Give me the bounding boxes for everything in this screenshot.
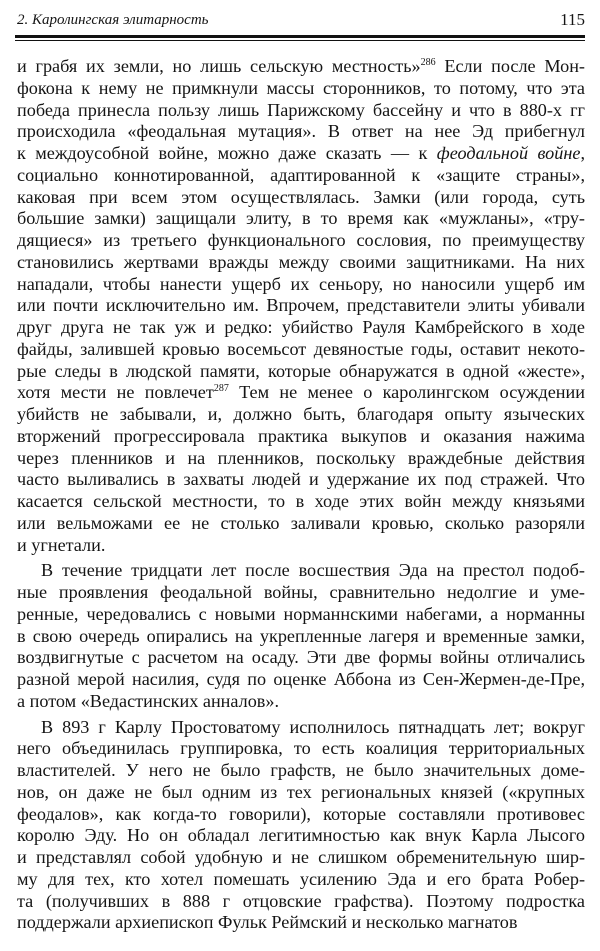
paragraph	[17, 56, 585, 556]
text-line	[17, 56, 585, 78]
text-segment: или почти исключительно им. Впрочем, представители элиты убивали	[17, 295, 585, 316]
text-line	[17, 404, 585, 426]
paragraph	[17, 717, 585, 935]
text-segment: Если после Мон-	[435, 56, 585, 76]
text-segment: властителей. У него не было графств, не было значительных доме-	[17, 760, 585, 780]
text-segment: происходила «феодальная мутация». В ответ на нее Эд прибегнул	[17, 121, 585, 142]
text-segment: фокона к нему не примкнули массы сторонников, то потому, что эта	[17, 77, 585, 98]
text-segment: файды, залившей кровью восемьсот девяностые годы, оставит некото-	[17, 338, 585, 359]
text-line	[17, 560, 585, 582]
text-line	[17, 121, 585, 143]
text-segment: большие замки) защищали элиту, в то время как «мужланы», «тру-	[17, 208, 585, 229]
text-line	[17, 647, 585, 669]
text-segment: королю Эду. Но он обладал легитимностью как внук Карла Лысого	[17, 825, 585, 846]
text-segment: В 893 г Карлу Простоватому исполнилось пятнадцать лет; вокруг	[41, 716, 585, 737]
text-segment: Тем не менее о каролингском осуждении	[228, 382, 585, 403]
text-segment: ,	[580, 143, 585, 163]
paragraph	[17, 560, 585, 712]
text-segment: каковая при всем этом осуществлялась. Замки (или города, суть	[17, 186, 585, 207]
running-header	[17, 8, 585, 34]
text-line	[17, 626, 585, 648]
text-segment: нов, он даже не был одним из тех региональных князей («крупных	[17, 781, 585, 802]
text-line	[17, 804, 585, 826]
text-segment: него объединилась группировка, то есть коалиция территориальных	[17, 738, 585, 759]
text-segment: ренные, чередовались с новыми норманнскими набегами, а норманны	[17, 603, 585, 624]
text-line	[17, 491, 585, 513]
text-line	[17, 143, 585, 165]
text-line	[17, 208, 585, 230]
text-line	[17, 691, 585, 713]
text-line	[17, 912, 585, 934]
text-line	[17, 100, 585, 122]
text-line	[17, 382, 585, 404]
footnote-ref: 287	[213, 383, 229, 395]
text-line	[17, 513, 585, 535]
text-segment: и угнетали.	[17, 534, 106, 555]
text-segment: социально коннотированной, адаптированной к «защите страны»,	[17, 164, 585, 185]
header-rule-thin	[15, 40, 585, 41]
text-segment: победа принесла пользу лишь Парижскому бассейну и что в 880-х гг	[17, 99, 585, 120]
text-line	[17, 252, 585, 274]
header-rule-thick	[15, 35, 585, 38]
text-line	[17, 469, 585, 491]
text-line	[17, 274, 585, 296]
text-segment: воздвигнутые с расчетом на осаду. Эти две формы войны отличались	[17, 647, 585, 668]
text-line	[17, 448, 585, 470]
text-line	[17, 869, 585, 891]
chapter-title: 2. Каролингская элитарность	[17, 12, 209, 28]
text-segment: касается сельской местности, то в ходе этих войн между князьями	[17, 491, 585, 511]
text-segment: рые следы в людской памяти, которые обнаружатся в одной «жесте»,	[17, 360, 585, 381]
text-segment: и представлял собой удобную и не слишком обременительную шир-	[17, 847, 585, 867]
text-line	[17, 426, 585, 448]
text-segment: и грабя их земли, но лишь сельскую местность»	[17, 56, 421, 76]
body-text	[17, 56, 585, 934]
text-line	[17, 891, 585, 913]
text-line	[17, 782, 585, 804]
text-segment: а потом «Ведастинских анналов».	[17, 690, 280, 711]
text-segment: разной мерой насилия, судя по оценке Аббона из Сен-Жермен-де-Пре,	[17, 669, 585, 689]
text-segment: та (получивших в 888 г отцовские графства). Поэтому подростка	[17, 890, 585, 911]
text-segment: феодалов», как когда-то говорили), которые составляли противовес	[17, 803, 585, 824]
text-segment: нападали, чтобы нанести ущерб их сеньору, но наносили ущерб им	[17, 273, 585, 294]
text-segment: через пленников и на пленников, поскольку враждебные действия	[17, 447, 585, 468]
text-line	[17, 825, 585, 847]
text-line	[17, 230, 585, 252]
text-segment: дящиеся» из третьего функционального сословия, по преимуществу	[17, 230, 585, 250]
text-segment: друг друга не так уж и редко: убийство Рауля Камбрейского в ходе	[17, 317, 585, 337]
page-number: 115	[560, 10, 585, 29]
italic-text: феодальной войне	[436, 143, 581, 163]
text-line	[17, 582, 585, 604]
text-line	[17, 187, 585, 209]
text-segment: к междоусобной войне, можно даже сказать — к	[17, 143, 437, 163]
text-segment: му для тех, кто хотел помешать усилению Эда и его брата Робер-	[17, 868, 585, 889]
text-segment: вторжений прогрессировала практика выкупов и оказания нажима	[17, 425, 585, 446]
text-line	[17, 535, 585, 557]
text-line	[17, 669, 585, 691]
text-line	[17, 361, 585, 383]
text-line	[17, 717, 585, 739]
text-segment: убийств не забывали, и, должно быть, благодаря опыту языческих	[17, 404, 585, 424]
text-line	[17, 604, 585, 626]
text-segment: хотя мести не повлечет	[17, 382, 214, 403]
text-line	[17, 78, 585, 100]
text-line	[17, 317, 585, 339]
text-line	[17, 165, 585, 187]
text-line	[17, 339, 585, 361]
text-segment: часто выливались в захваты людей и удержание их под стражей. Что	[17, 469, 585, 490]
footnote-ref: 286	[420, 57, 436, 68]
text-segment: поддержали архиепископ Фульк Реймский и несколько магнатов	[17, 912, 518, 933]
text-line	[17, 847, 585, 869]
text-segment: или вельможами ее не столько заливали кровью, сколько разоряли	[17, 512, 585, 533]
text-line	[17, 760, 585, 782]
text-segment: в свою очередь опирались на укрепленные лагеря и временные замки,	[17, 625, 585, 646]
text-line	[17, 295, 585, 317]
text-segment: В течение тридцати лет после восшествия Эда на престол подоб-	[41, 560, 585, 581]
text-segment: ные проявления феодальной войны, сравнительно недолгие и уме-	[17, 582, 585, 602]
text-line	[17, 738, 585, 760]
text-segment: становились жертвами вражды между своими защитниками. На них	[17, 251, 585, 272]
